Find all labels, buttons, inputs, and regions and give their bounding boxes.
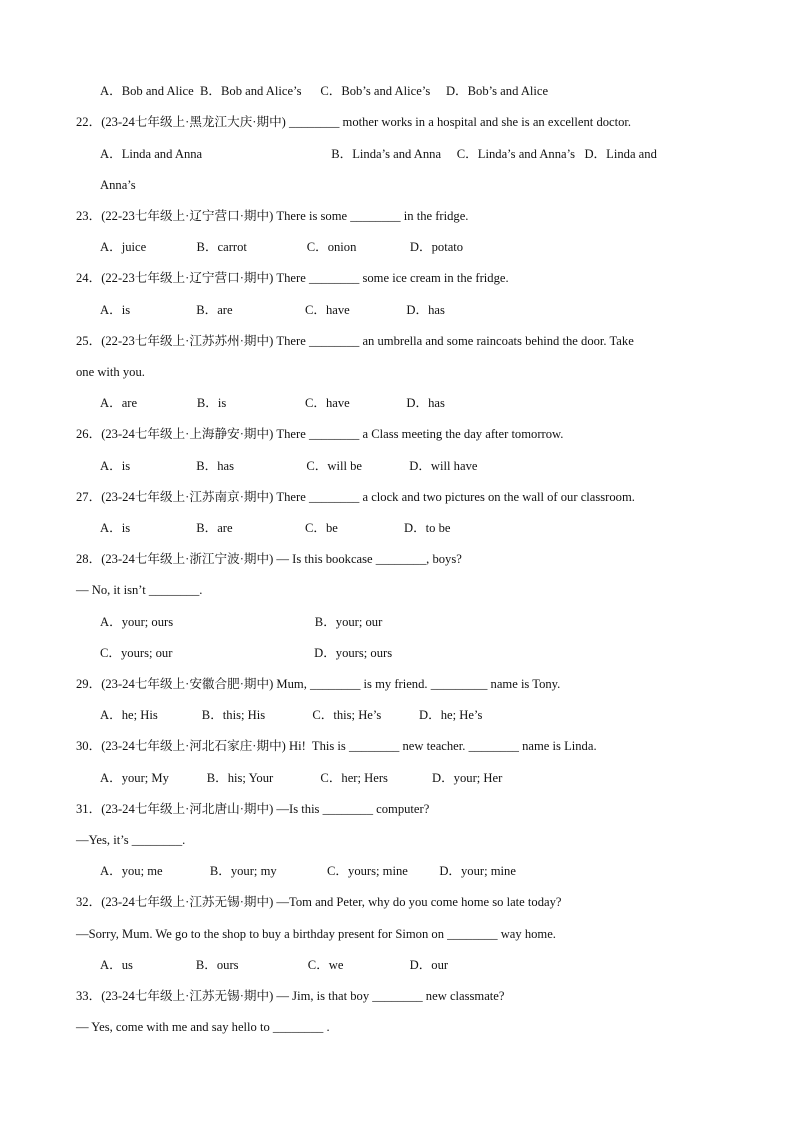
- ln-11: 26．(23-24七年级上·上海静安·期中) There ________ a Class meeting the day after tomorrow.: [76, 427, 564, 441]
- ln-28: A．us B．ours C．we D．our: [100, 958, 449, 972]
- ln-30: — Yes, come with me and say hello to ________ .: [76, 1020, 330, 1034]
- ln-4: 23．(22-23七年级上·辽宁营口·期中) There is some ________ in the fridge.: [76, 209, 469, 223]
- ln-8: 25．(22-23七年级上·江苏苏州·期中) There ________ an umbrella and some raincoats behind the door. Take: [76, 334, 634, 348]
- ln-15: 28．(23-24七年级上·浙江宁波·期中) — Is this bookcase ________, boys?: [76, 552, 462, 566]
- ln-23: 31．(23-24七年级上·河北唐山·期中) —Is this ________ computer?: [76, 802, 430, 816]
- ln-7: A．is B．are C．have D．has: [100, 303, 445, 317]
- ln-5: A．juice B．carrot C．onion D．potato: [100, 240, 464, 254]
- ln-25: A．you; me B．your; my C．yours; mine D．your; mine: [100, 864, 516, 878]
- ln-13: 27．(23-24七年级上·江苏南京·期中) There ________ a clock and two pictures on the wall of our classroom.: [76, 490, 635, 504]
- ln-2: A．Linda and Anna B．Linda’s and Anna C．Linda’s and Anna’s D．Linda and: [100, 147, 657, 161]
- ln-18: C．yours; our D．yours; ours: [100, 646, 393, 660]
- ln-10: A．are B．is C．have D．has: [100, 396, 445, 410]
- ln-29: 33．(23-24七年级上·江苏无锡·期中) — Jim, is that boy ________ new classmate?: [76, 989, 505, 1003]
- ln-21: 30．(23-24七年级上·河北石家庄·期中) Hi! This is ________ new teacher. ________ name is Linda.: [76, 739, 597, 753]
- ln-12: A．is B．has C．will be D．will have: [100, 459, 478, 473]
- ln-14: A．is B．are C．be D．to be: [100, 521, 451, 535]
- ln-22: A．your; My B．his; Your C．her; Hers D．your; Her: [100, 771, 503, 785]
- ln-24: —Yes, it’s ________.: [76, 833, 186, 847]
- ln-1: 22．(23-24七年级上·黑龙江大庆·期中) ________ mother works in a hospital and she is an excellent doctor.: [76, 115, 632, 129]
- ln-19: 29．(23-24七年级上·安徽合肥·期中) Mum, ________ is my friend. _________ name is Tony.: [76, 677, 561, 691]
- ln-26: 32．(23-24七年级上·江苏无锡·期中) —Tom and Peter, why do you come home so late today?: [76, 895, 562, 909]
- ln-16: — No, it isn’t ________.: [76, 583, 203, 597]
- ln-27: —Sorry, Mum. We go to the shop to buy a birthday present for Simon on ________ way home.: [76, 927, 556, 941]
- ln-9: one with you.: [76, 365, 145, 379]
- ln-20: A．he; His B．this; His C．this; He’s D．he; He’s: [100, 708, 483, 722]
- ln-0: A．Bob and Alice B．Bob and Alice’s C．Bob’s and Alice’s D．Bob’s and Alice: [100, 84, 549, 98]
- ln-17: A．your; ours B．your; our: [100, 615, 383, 629]
- ln-6: 24．(22-23七年级上·辽宁营口·期中) There ________ some ice cream in the fridge.: [76, 271, 509, 285]
- ln-3: Anna’s: [100, 178, 136, 192]
